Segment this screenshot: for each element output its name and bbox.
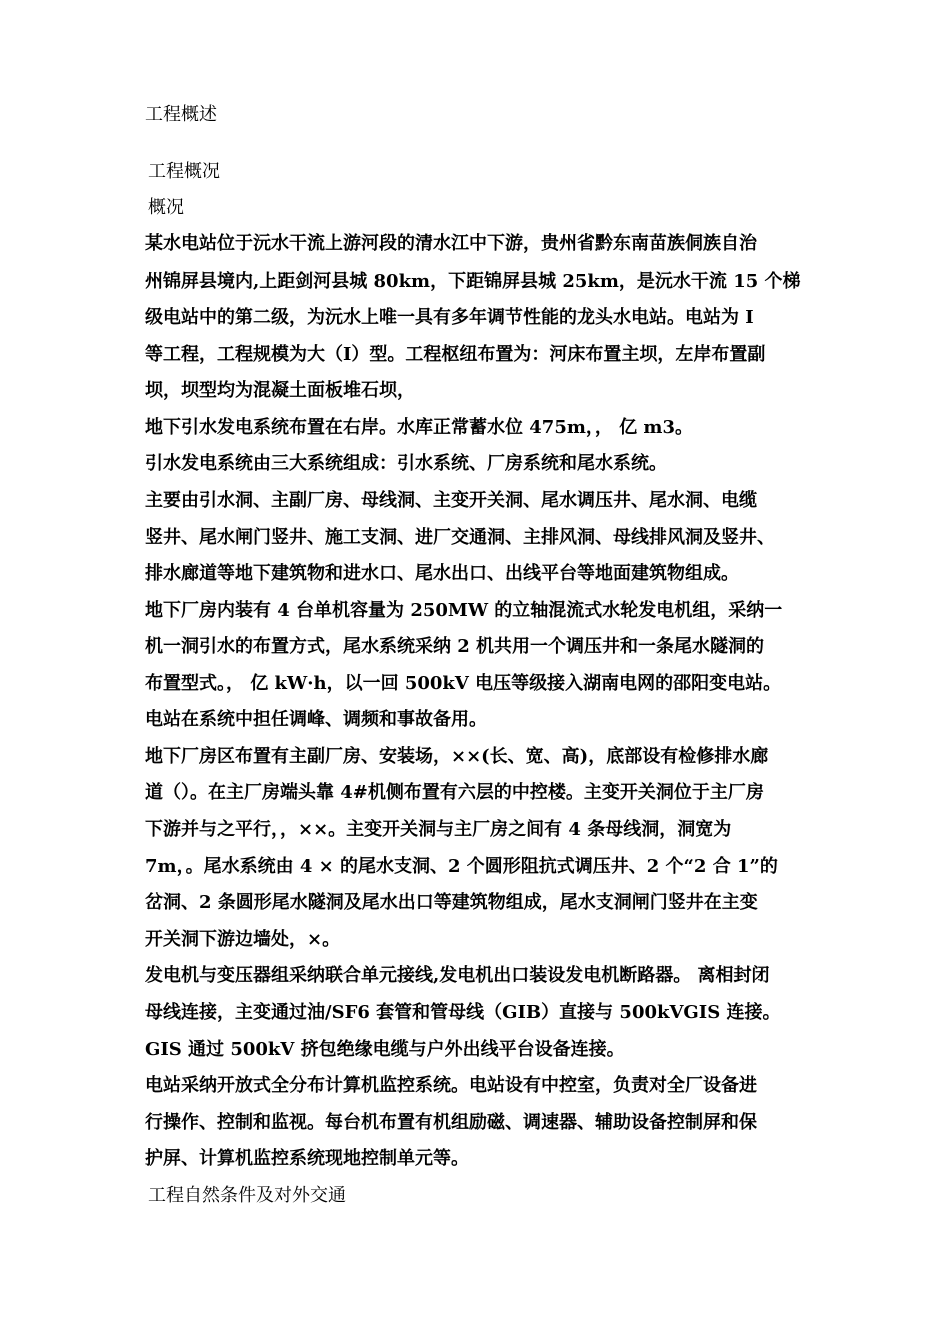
paragraph-line: 下游并与之平行，，××。主变开关洞与主厂房之间有 4 条母线洞，洞宽为 xyxy=(145,819,732,840)
section-heading: 工程概况 xyxy=(148,161,220,182)
paragraph-line: 行操作、控制和监视。每台机布置有机组励磁、调速器、辅助设备控制屏和保 xyxy=(145,1112,757,1133)
paragraph-line: 地下厂房区布置有主副厂房、安装场，××(长、宽、高)，底部设有检修排水廊 xyxy=(145,746,769,767)
paragraph-line: 道（）。在主厂房端头靠 4#机侧布置有六层的中控楼。主变开关洞位于主厂房 xyxy=(145,782,764,803)
paragraph-line: 电站采纳开放式全分布计算机监控系统。电站设有中控室，负责对全厂设备进 xyxy=(145,1075,757,1096)
paragraph-line: 发电机与变压器组采纳联合单元接线,发电机出口装设发电机断路器。 离相封闭 xyxy=(145,965,770,986)
paragraph-line: GIS 通过 500kV 挤包绝缘电缆与户外出线平台设备连接。 xyxy=(145,1039,625,1060)
paragraph-line: 开关洞下游边墙处，×。 xyxy=(145,929,341,950)
paragraph-line: 引水发电系统由三大系统组成：引水系统、厂房系统和尾水系统。 xyxy=(145,453,667,474)
paragraph-line: 护屏、计算机监控系统现地控制单元等。 xyxy=(145,1148,469,1169)
subsection-heading: 概况 xyxy=(148,197,184,218)
document-title: 工程概述 xyxy=(145,104,217,125)
paragraph-line: 州锦屏县境内,上距剑河县城 80km，下距锦屏县城 25km，是沅水干流 15 个梯 xyxy=(145,271,801,292)
paragraph-line: 7m，。尾水系统由 4 × 的尾水支洞、2 个圆形阻抗式调压井、2 个“2 合 1”的 xyxy=(145,856,778,877)
paragraph-line: 布置型式。， 亿 kW·h，以一回 500kV 电压等级接入湖南电网的邵阳变电站。 xyxy=(145,673,782,694)
paragraph-line: 岔洞、2 条圆形尾水隧洞及尾水出口等建筑物组成，尾水支洞闸门竖井在主变 xyxy=(145,892,758,913)
paragraph-line: 地下厂房内装有 4 台单机容量为 250MW 的立轴混流式水轮发电机组，采纳一 xyxy=(145,600,783,621)
paragraph-line: 排水廊道等地下建筑物和进水口、尾水出口、出线平台等地面建筑物组成。 xyxy=(145,563,739,584)
paragraph-line: 地下引水发电系统布置在右岸。水库正常蓄水位 475m，， 亿 m3。 xyxy=(145,417,693,438)
paragraph-line: 级电站中的第二级，为沅水上唯一具有多年调节性能的龙头水电站。电站为 I xyxy=(145,307,754,328)
paragraph-line: 机一洞引水的布置方式，尾水系统采纳 2 机共用一个调压井和一条尾水隧洞的 xyxy=(145,636,765,657)
paragraph-line: 坝，坝型均为混凝土面板堆石坝， xyxy=(145,380,415,401)
paragraph-line: 母线连接，主变通过油/SF6 套管和管母线（GIB）直接与 500kVGIS 连接。 xyxy=(145,1002,781,1023)
paragraph-line: 某水电站位于沅水干流上游河段的清水江中下游，贵州省黔东南苗族侗族自治 xyxy=(145,233,757,254)
paragraph-line: 主要由引水洞、主副厂房、母线洞、主变开关洞、尾水调压井、尾水洞、电缆 xyxy=(145,490,757,511)
paragraph-line: 竖井、尾水闸门竖井、施工支洞、进厂交通洞、主排风洞、母线排风洞及竖井、 xyxy=(145,527,775,548)
paragraph-line: 等工程，工程规模为大（I）型。工程枢纽布置为：河床布置主坝，左岸布置副 xyxy=(145,344,766,365)
paragraph-line: 电站在系统中担任调峰、调频和事故备用。 xyxy=(145,709,487,730)
section-heading: 工程自然条件及对外交通 xyxy=(148,1185,346,1206)
